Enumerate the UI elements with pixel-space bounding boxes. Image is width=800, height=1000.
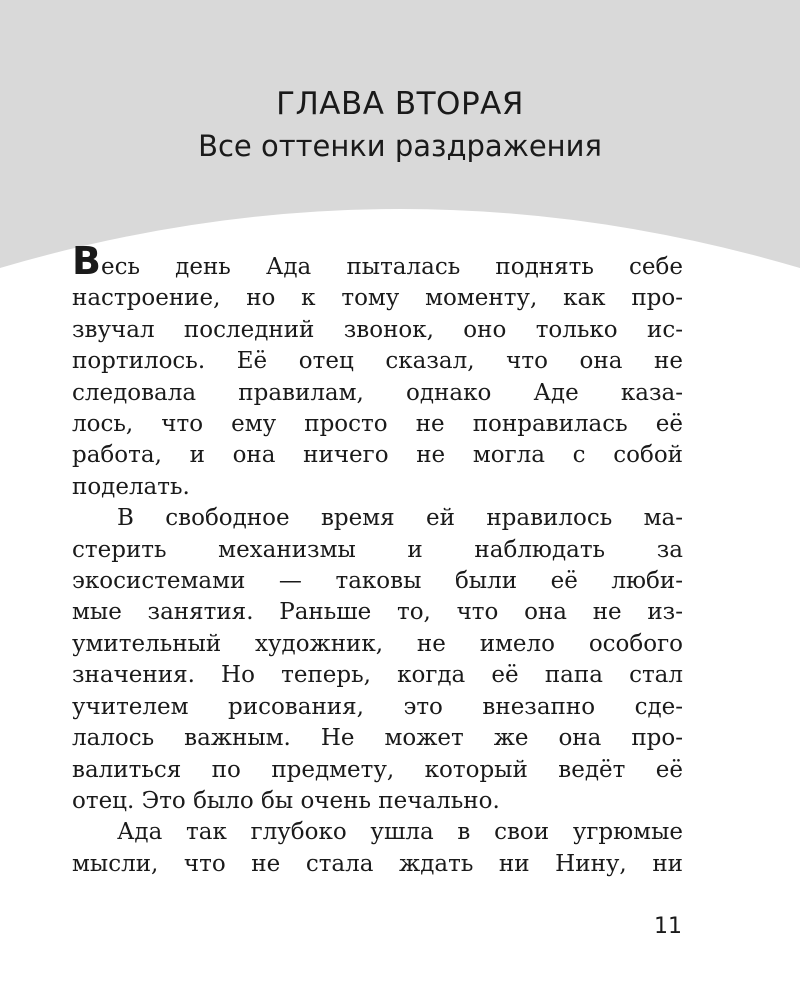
text-line: мые занятия. Раньше то, что она не из- bbox=[72, 599, 683, 626]
text-line: умительный художник, не имело особого bbox=[72, 630, 683, 657]
text-line: звучал последний звонок, оно только ис- bbox=[72, 316, 683, 343]
text-line: валиться по предмету, который ведёт её bbox=[72, 756, 683, 783]
text-line-content: есь день Ада пыталась поднять себе bbox=[100, 254, 683, 280]
drop-cap: В bbox=[72, 239, 101, 283]
body-text bbox=[72, 239, 683, 880]
text-line: отец. Это было бы очень печально. bbox=[72, 787, 500, 814]
text-line: лалось важным. Не может же она про- bbox=[72, 725, 683, 752]
paragraph-3 bbox=[72, 817, 683, 880]
text-line: В свободное время ей нравилось ма- bbox=[117, 505, 683, 532]
text-line: стерить механизмы и наблюдать за bbox=[72, 536, 683, 563]
text-line: портилось. Её отец сказал, что она не bbox=[72, 348, 683, 375]
text-line: лось, что ему просто не понравилась её bbox=[72, 411, 683, 438]
text-line: мысли, что не стала ждать ни Нину, ни bbox=[72, 850, 683, 877]
text-line: поделать. bbox=[72, 473, 190, 500]
text-line bbox=[72, 239, 683, 283]
page-number: 11 bbox=[654, 914, 682, 939]
text-line: следовала правилам, однако Аде каза- bbox=[72, 379, 683, 406]
paragraph-2 bbox=[72, 503, 683, 817]
text-line: настроение, но к тому моменту, как про- bbox=[72, 285, 683, 312]
text-line: работа, и она ничего не могла с собой bbox=[72, 442, 683, 469]
chapter-heading bbox=[0, 84, 800, 166]
text-line: Ада так глубоко ушла в свои угрюмые bbox=[117, 819, 683, 846]
chapter-title: Все оттенки раздражения bbox=[198, 129, 602, 163]
paragraph-1 bbox=[72, 239, 683, 503]
text-line: экосистемами — таковы были её люби- bbox=[72, 568, 683, 595]
text-line: учителем рисования, это внезапно сде- bbox=[72, 693, 683, 720]
text-line: значения. Но теперь, когда её папа стал bbox=[72, 662, 683, 689]
chapter-number: ГЛАВА ВТОРАЯ bbox=[276, 86, 524, 122]
